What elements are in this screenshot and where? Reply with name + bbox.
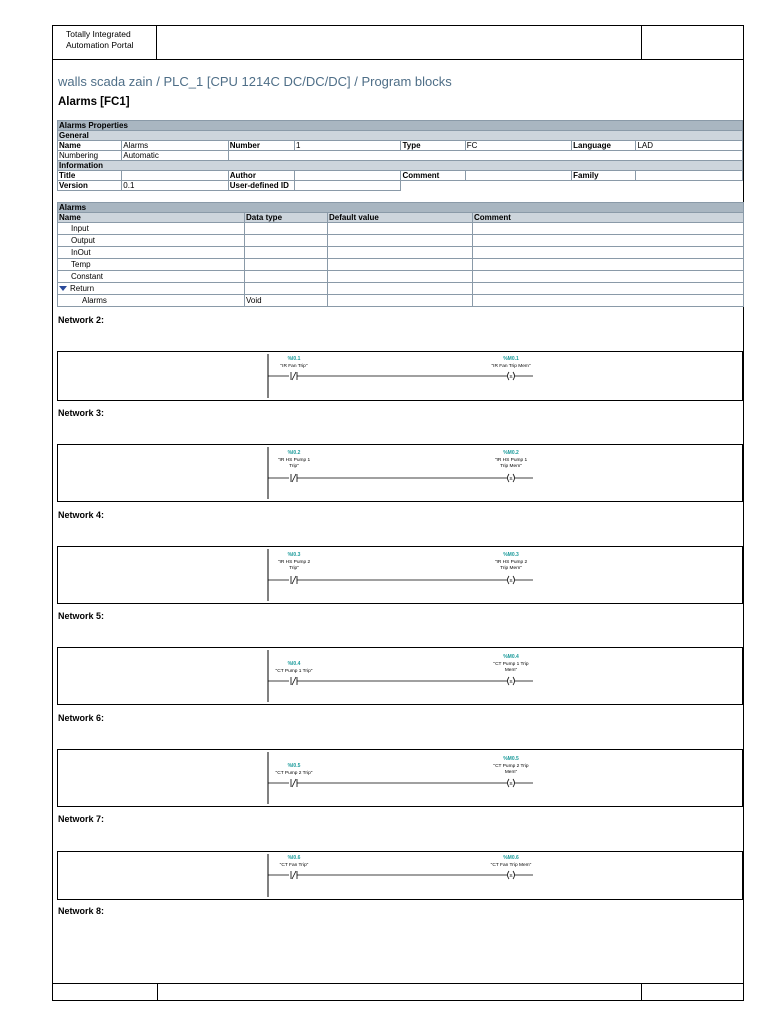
page-footer (53, 983, 743, 1000)
contact-symbol: "CT Pump 1 Trip" (275, 669, 313, 674)
row-name-return[interactable] (58, 283, 245, 295)
network-title: Network 6: (58, 713, 105, 723)
language-label: Language (572, 141, 636, 151)
numbering-label: Numbering (58, 151, 122, 161)
row-default (328, 271, 473, 283)
table-row (58, 259, 744, 271)
row-name: InOut (58, 247, 245, 259)
ladder-diagram (58, 547, 744, 605)
ladder-diagram (58, 445, 744, 503)
document-page (52, 25, 744, 1001)
row-type (245, 283, 328, 295)
coil-address: %M0.6 (503, 855, 519, 861)
row-type (245, 259, 328, 271)
coil-address: %M0.4 (503, 654, 519, 660)
block-title: Alarms [FC1] (58, 96, 130, 108)
family-value (636, 171, 743, 181)
general-header: General (58, 131, 743, 141)
row-name: Alarms (58, 295, 245, 307)
type-value: FC (465, 141, 571, 151)
userid-value (295, 181, 401, 191)
row-name: Temp (58, 259, 245, 271)
number-value: 1 (295, 141, 401, 151)
network-3 (57, 444, 743, 502)
contact-symbol: "IR HS Pump 1 (277, 458, 311, 463)
name-value: Alarms (122, 141, 228, 151)
network-5 (57, 647, 743, 705)
row-name: Output (58, 235, 245, 247)
table-row (58, 271, 744, 283)
row-default (328, 223, 473, 235)
row-comment (473, 223, 744, 235)
coil-address: %M0.3 (503, 552, 519, 558)
row-type (245, 271, 328, 283)
col-name-header: Name (58, 213, 245, 223)
interface-table (57, 202, 744, 307)
userid-label: User-defined ID (228, 181, 294, 191)
contact-address: %I0.3 (287, 552, 301, 558)
row-comment (473, 259, 744, 271)
coil-address: %M0.5 (503, 756, 519, 762)
portal-line-2: Automation Portal (66, 40, 134, 50)
row-default (328, 247, 473, 259)
ladder-diagram (58, 750, 744, 808)
contact-symbol: "IR Fan Trip" (280, 364, 308, 369)
coil-set-label: S (509, 874, 513, 879)
row-comment (473, 295, 744, 307)
version-label: Version (58, 181, 122, 191)
portal-line-1: Totally Integrated (66, 29, 131, 39)
row-default (328, 283, 473, 295)
row-comment (473, 283, 744, 295)
interface-section-header: Alarms (58, 203, 744, 213)
coil-set-label: S (509, 477, 513, 482)
coil-address: %M0.2 (503, 450, 519, 456)
properties-table (57, 120, 743, 191)
row-default (328, 259, 473, 271)
contact-address: %I0.6 (287, 855, 301, 861)
network-2 (57, 351, 743, 401)
row-comment (473, 235, 744, 247)
row-type: Void (245, 295, 328, 307)
network-6 (57, 749, 743, 807)
contact-address: %I0.5 (287, 763, 301, 769)
contact-symbol: "IR HS Pump 2 (277, 560, 311, 565)
contact-address: %I0.2 (287, 450, 301, 456)
table-row (58, 283, 744, 295)
coil-symbol: "IR Fan Trip Mem" (491, 364, 531, 369)
network-title: Network 7: (58, 814, 105, 824)
version-value: 0.1 (122, 181, 228, 191)
table-row (58, 295, 744, 307)
network-4 (57, 546, 743, 604)
coil-symbol: "IR HS Pump 2 (494, 560, 528, 565)
table-row (58, 235, 744, 247)
coil-symbol: "CT Pump 2 Trip (493, 764, 529, 769)
comment-value (465, 171, 571, 181)
family-label: Family (572, 171, 636, 181)
contact-symbol: Trip" (289, 566, 299, 571)
properties-section-header: Alarms Properties (58, 121, 743, 131)
network-title: Network 2: (58, 315, 105, 325)
contact-address: %I0.4 (287, 661, 301, 667)
network-title: Network 4: (58, 510, 105, 520)
col-type-header: Data type (245, 213, 328, 223)
coil-symbol: Trip Mem" (500, 464, 522, 469)
information-header: Information (58, 161, 743, 171)
row-name: Input (58, 223, 245, 235)
row-name: Constant (58, 271, 245, 283)
ladder-diagram (58, 648, 744, 706)
coil-symbol: Mem" (504, 770, 518, 775)
col-comment-header: Comment (473, 213, 744, 223)
collapse-triangle-icon[interactable] (59, 286, 67, 291)
coil-symbol: "CT Fan Trip Mem" (490, 863, 532, 868)
row-type (245, 235, 328, 247)
coil-symbol: "CT Pump 1 Trip (493, 662, 529, 667)
row-comment (473, 271, 744, 283)
coil-symbol: "IR HS Pump 1 (494, 458, 528, 463)
coil-set-label: S (509, 680, 513, 685)
author-value (295, 171, 401, 181)
title-value (122, 171, 228, 181)
language-value: LAD (636, 141, 743, 151)
ladder-diagram (58, 352, 744, 402)
network-title: Network 5: (58, 611, 105, 621)
numbering-filler (228, 151, 742, 161)
portal-logo-text (53, 26, 157, 59)
col-default-header: Default value (328, 213, 473, 223)
coil-set-label: S (509, 375, 513, 380)
coil-set-label: S (509, 579, 513, 584)
table-row (58, 223, 744, 235)
row-default (328, 295, 473, 307)
type-label: Type (401, 141, 465, 151)
network-title: Network 3: (58, 408, 105, 418)
row-comment (473, 247, 744, 259)
row-name: Return (70, 284, 95, 293)
footer-cell-left (53, 984, 158, 1000)
network-7 (57, 851, 743, 900)
row-default (328, 235, 473, 247)
table-row (58, 247, 744, 259)
network-title: Network 8: (58, 906, 105, 916)
numbering-value: Automatic (122, 151, 228, 161)
contact-symbol: "CT Pump 2 Trip" (275, 771, 313, 776)
row-type (245, 247, 328, 259)
coil-set-label: S (509, 782, 513, 787)
coil-symbol: Trip Mem" (500, 566, 522, 571)
title-label: Title (58, 171, 122, 181)
project-path: walls scada zain / PLC_1 [CPU 1214C DC/DC/DC] / Program blocks (58, 74, 452, 89)
contact-address: %I0.1 (287, 356, 301, 362)
coil-address: %M0.1 (503, 356, 519, 362)
contact-symbol: "CT Fan Trip" (279, 863, 309, 868)
page-header (53, 26, 743, 60)
header-title-cell (157, 26, 642, 59)
footer-cell-middle (157, 984, 642, 1000)
contact-symbol: Trip" (289, 464, 299, 469)
ladder-diagram (58, 852, 744, 901)
author-label: Author (228, 171, 294, 181)
number-label: Number (228, 141, 294, 151)
coil-symbol: Mem" (504, 668, 518, 673)
comment-label: Comment (401, 171, 465, 181)
row-type (245, 223, 328, 235)
name-label: Name (58, 141, 122, 151)
